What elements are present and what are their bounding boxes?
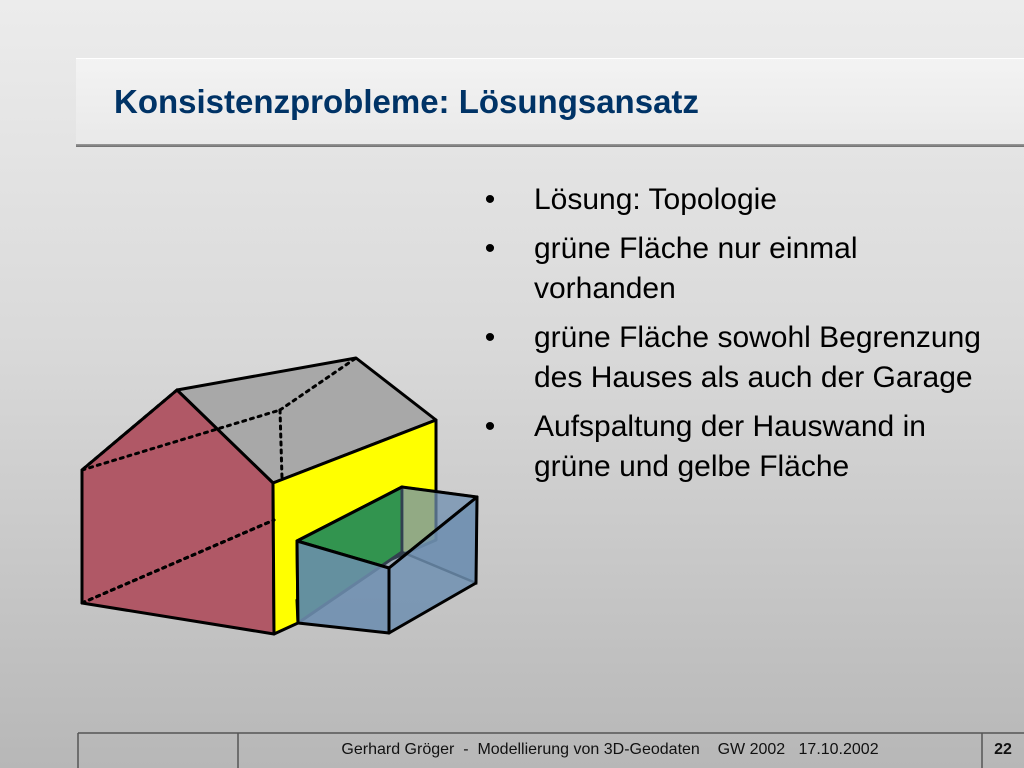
footer-text: Gerhard Gröger - Modellierung von 3D-Geodaten GW 2002 17.10.2002 — [341, 741, 879, 758]
slide-title: Konsistenzprobleme: Lösungsansatz — [114, 83, 699, 120]
bullet-text: Aufspaltung der Hauswand in grüne und gelbe Fläche — [534, 410, 926, 483]
bullet-marker: • — [484, 232, 496, 265]
hidden-edge — [280, 410, 282, 478]
bullet-text: grüne Fläche nur einmal vorhanden — [534, 232, 858, 305]
bullet-text: grüne Fläche sowohl Begrenzung des Hauses als auch der Garage — [534, 321, 981, 394]
bullet-marker: • — [484, 321, 496, 354]
page-number: 22 — [994, 741, 1012, 758]
bullet-marker: • — [484, 410, 496, 443]
bullet-text: Lösung: Topologie — [534, 183, 777, 216]
bullet-marker: • — [484, 183, 496, 216]
